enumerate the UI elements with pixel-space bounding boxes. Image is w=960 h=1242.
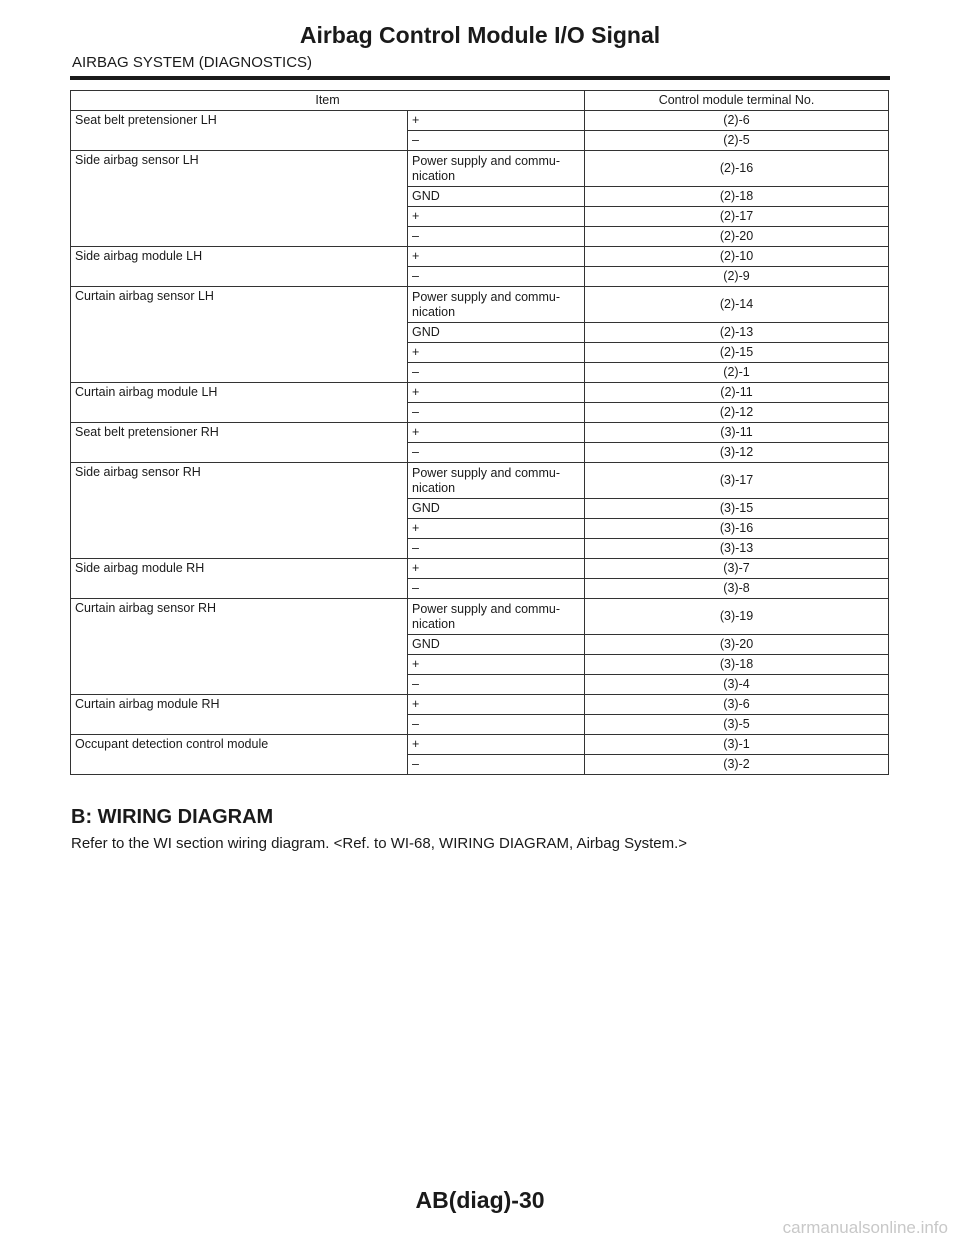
signal-cell: + (408, 111, 585, 131)
wiring-diagram-reference: Refer to the WI section wiring diagram. <Ref. to WI-68, WIRING DIAGRAM, Airbag System.> (71, 835, 688, 852)
terminal-number-cell: (2)-17 (585, 207, 889, 227)
table-row (71, 111, 889, 131)
terminal-number-cell: (3)-1 (585, 735, 889, 755)
signal-cell: + (408, 695, 585, 715)
signal-cell: – (408, 675, 585, 695)
terminal-number-cell: (3)-4 (585, 675, 889, 695)
terminal-number-cell: (2)-6 (585, 111, 889, 131)
item-name-cell: Curtain airbag module LH (71, 383, 408, 423)
terminal-number-cell: (3)-17 (585, 463, 889, 499)
table-row (71, 151, 889, 187)
signal-cell: Power supply and commu- nication (408, 151, 585, 187)
item-name-cell: Occupant detection control module (71, 735, 408, 775)
table-row (71, 287, 889, 323)
wiring-diagram-heading: B: WIRING DIAGRAM (71, 806, 274, 828)
table-row (71, 695, 889, 715)
column-header-terminal: Control module terminal No. (585, 91, 889, 111)
item-name-cell: Curtain airbag module RH (71, 695, 408, 735)
item-name-cell: Side airbag module RH (71, 559, 408, 599)
terminal-number-cell: (2)-12 (585, 403, 889, 423)
terminal-number-cell: (3)-20 (585, 635, 889, 655)
signal-cell: GND (408, 187, 585, 207)
terminal-number-cell: (2)-1 (585, 363, 889, 383)
item-name-cell: Curtain airbag sensor LH (71, 287, 408, 383)
terminal-number-cell: (3)-13 (585, 539, 889, 559)
item-name-cell: Side airbag sensor LH (71, 151, 408, 247)
io-signal-table (70, 90, 889, 775)
signal-cell: Power supply and commu- nication (408, 463, 585, 499)
table-row (71, 383, 889, 403)
terminal-number-cell: (2)-15 (585, 343, 889, 363)
terminal-number-cell: (2)-10 (585, 247, 889, 267)
table-row (71, 559, 889, 579)
signal-cell: – (408, 131, 585, 151)
terminal-number-cell: (3)-15 (585, 499, 889, 519)
table-row (71, 599, 889, 635)
signal-cell: – (408, 715, 585, 735)
signal-cell: + (408, 655, 585, 675)
table-row (71, 735, 889, 755)
watermark: carmanualsonline.info (782, 1218, 948, 1237)
item-name-cell: Curtain airbag sensor RH (71, 599, 408, 695)
terminal-number-cell: (2)-14 (585, 287, 889, 323)
signal-cell: – (408, 227, 585, 247)
table-row (71, 463, 889, 499)
signal-cell: – (408, 267, 585, 287)
signal-cell: – (408, 443, 585, 463)
item-name-cell: Side airbag module LH (71, 247, 408, 287)
signal-cell: GND (408, 635, 585, 655)
section-header: AIRBAG SYSTEM (DIAGNOSTICS) (72, 54, 313, 71)
terminal-number-cell: (2)-13 (585, 323, 889, 343)
signal-cell: Power supply and commu- nication (408, 599, 585, 635)
signal-cell: GND (408, 323, 585, 343)
terminal-number-cell: (2)-11 (585, 383, 889, 403)
page-number: AB(diag)-30 (415, 1187, 545, 1213)
header-divider (70, 76, 890, 80)
terminal-number-cell: (3)-2 (585, 755, 889, 775)
column-header-item: Item (71, 91, 585, 111)
signal-cell: – (408, 755, 585, 775)
signal-cell: + (408, 247, 585, 267)
table-body (71, 111, 889, 775)
terminal-number-cell: (3)-6 (585, 695, 889, 715)
page-title: Airbag Control Module I/O Signal (299, 22, 661, 48)
signal-cell: + (408, 735, 585, 755)
signal-cell: + (408, 343, 585, 363)
terminal-number-cell: (2)-16 (585, 151, 889, 187)
signal-cell: GND (408, 499, 585, 519)
signal-cell: + (408, 519, 585, 539)
signal-cell: + (408, 207, 585, 227)
signal-cell: – (408, 363, 585, 383)
terminal-number-cell: (3)-19 (585, 599, 889, 635)
signal-cell: – (408, 579, 585, 599)
signal-cell: – (408, 403, 585, 423)
terminal-number-cell: (3)-8 (585, 579, 889, 599)
terminal-number-cell: (3)-16 (585, 519, 889, 539)
terminal-number-cell: (3)-12 (585, 443, 889, 463)
table-header-row (71, 91, 889, 111)
terminal-number-cell: (2)-5 (585, 131, 889, 151)
signal-cell: + (408, 559, 585, 579)
terminal-number-cell: (3)-5 (585, 715, 889, 735)
terminal-number-cell: (2)-9 (585, 267, 889, 287)
item-name-cell: Side airbag sensor RH (71, 463, 408, 559)
terminal-number-cell: (2)-20 (585, 227, 889, 247)
terminal-number-cell: (3)-11 (585, 423, 889, 443)
item-name-cell: Seat belt pretensioner LH (71, 111, 408, 151)
table-row (71, 423, 889, 443)
signal-cell: + (408, 383, 585, 403)
table-row (71, 247, 889, 267)
terminal-number-cell: (3)-18 (585, 655, 889, 675)
signal-cell: Power supply and commu- nication (408, 287, 585, 323)
terminal-number-cell: (2)-18 (585, 187, 889, 207)
signal-cell: – (408, 539, 585, 559)
item-name-cell: Seat belt pretensioner RH (71, 423, 408, 463)
signal-cell: + (408, 423, 585, 443)
terminal-number-cell: (3)-7 (585, 559, 889, 579)
